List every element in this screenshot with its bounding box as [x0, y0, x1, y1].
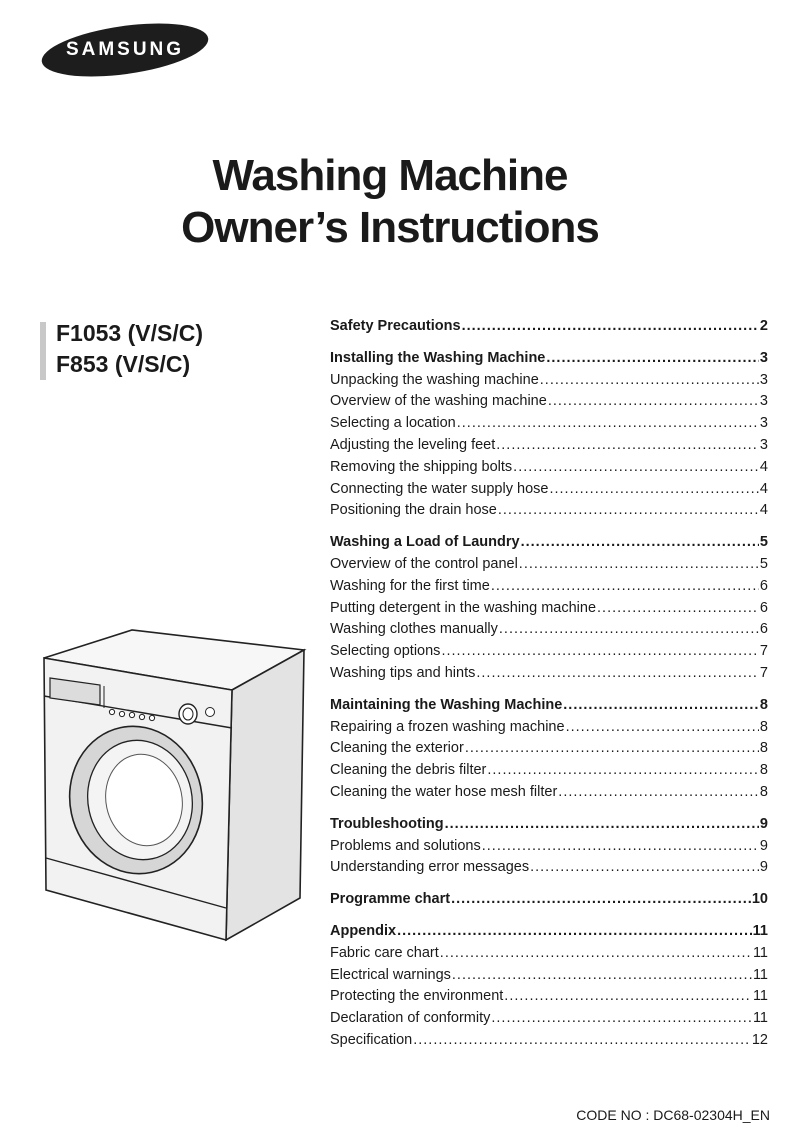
- toc-leader-dots: [530, 859, 759, 875]
- toc-leader-dots: [440, 945, 752, 961]
- toc-leader-dots: [519, 556, 759, 572]
- toc-title: Installing the Washing Machine: [330, 349, 546, 366]
- toc-page-number: 5: [759, 555, 768, 572]
- toc-spacer: [330, 881, 768, 891]
- toc-page-number: 10: [751, 891, 768, 908]
- toc-leader-dots: [413, 1032, 751, 1048]
- toc-entry: [330, 784, 768, 806]
- toc-page-number: 7: [759, 643, 768, 660]
- toc-title: Overview of the control panel: [330, 555, 518, 572]
- toc-title: Maintaining the Washing Machine: [330, 696, 563, 713]
- toc-page-number: 3: [759, 393, 768, 410]
- toc-entry: [330, 1032, 768, 1054]
- toc-page-number: 4: [759, 480, 768, 497]
- toc-entry: [330, 600, 768, 622]
- toc-title: Protecting the environment: [330, 988, 504, 1005]
- toc-entry: [330, 437, 768, 459]
- toc-entry: [330, 740, 768, 762]
- toc-entry: [330, 719, 768, 741]
- toc-entry: [330, 838, 768, 860]
- toc-entry: [330, 643, 768, 665]
- toc-page-number: 9: [759, 815, 768, 832]
- toc-entry: [330, 393, 768, 415]
- toc-section-heading: [330, 816, 768, 838]
- toc-entry: [330, 1010, 768, 1032]
- toc-page-number: 11: [752, 966, 768, 983]
- title-line-2: Owner’s Instructions: [181, 203, 599, 252]
- model-name: F1053 (V/S/C): [56, 320, 203, 346]
- toc-section-heading: [330, 923, 768, 945]
- toc-leader-dots: [548, 393, 759, 409]
- toc-page-number: 6: [759, 621, 768, 638]
- toc-page-number: 8: [759, 783, 768, 800]
- toc-title: Cleaning the debris filter: [330, 762, 487, 779]
- toc-entry: [330, 762, 768, 784]
- toc-page-number: 3: [759, 415, 768, 432]
- toc-page-number: 11: [752, 1010, 768, 1027]
- toc-title: Electrical warnings: [330, 966, 451, 983]
- toc-page-number: 7: [759, 664, 768, 681]
- toc-entry: [330, 481, 768, 503]
- toc-title: Cleaning the exterior: [330, 740, 464, 757]
- toc-title: Selecting a location: [330, 415, 456, 432]
- toc-leader-dots: [462, 318, 759, 334]
- code-number: CODE NO : DC68-02304H_EN: [576, 1107, 770, 1123]
- toc-page-number: 12: [751, 1031, 768, 1048]
- toc-leader-dots: [457, 415, 759, 431]
- toc-section-heading: [330, 534, 768, 556]
- toc-leader-dots: [540, 372, 759, 388]
- toc-entry: [330, 967, 768, 989]
- toc-page-number: 8: [759, 696, 768, 713]
- toc-spacer: [330, 913, 768, 923]
- toc-title: Overview of the washing machine: [330, 393, 547, 410]
- model-list: [56, 318, 203, 380]
- toc-leader-dots: [513, 459, 759, 475]
- toc-page-number: 9: [759, 859, 768, 876]
- toc-leader-dots: [498, 502, 759, 518]
- toc-title: Connecting the water supply hose: [330, 480, 549, 497]
- toc-page-number: 4: [759, 502, 768, 519]
- toc-title: Safety Precautions: [330, 318, 461, 334]
- toc-title: Programme chart: [330, 891, 451, 908]
- toc-section-heading: [330, 697, 768, 719]
- table-of-contents: [330, 318, 768, 1054]
- toc-title: Washing for the first time: [330, 577, 490, 594]
- toc-leader-dots: [566, 719, 759, 735]
- toc-title: Washing a Load of Laundry: [330, 534, 520, 551]
- toc-entry: [330, 415, 768, 437]
- toc-entry: [330, 372, 768, 394]
- toc-page-number: 5: [759, 534, 768, 551]
- toc-title: Understanding error messages: [330, 859, 530, 876]
- toc-entry: [330, 556, 768, 578]
- toc-spacer: [330, 806, 768, 816]
- toc-leader-dots: [499, 621, 759, 637]
- model-accent-bar: [40, 322, 46, 380]
- washing-machine-icon: [36, 628, 308, 958]
- toc-page-number: 8: [759, 740, 768, 757]
- toc-leader-dots: [452, 967, 752, 983]
- toc-spacer: [330, 687, 768, 697]
- toc-page-number: 3: [759, 371, 768, 388]
- toc-title: Positioning the drain hose: [330, 502, 497, 519]
- toc-title: Unpacking the washing machine: [330, 371, 539, 388]
- toc-leader-dots: [445, 816, 759, 832]
- toc-leader-dots: [491, 1010, 752, 1026]
- toc-section-heading: [330, 891, 768, 913]
- samsung-logo: [40, 22, 210, 78]
- toc-leader-dots: [597, 600, 759, 616]
- toc-title: Putting detergent in the washing machine: [330, 599, 597, 616]
- toc-entry: [330, 945, 768, 967]
- toc-title: Specification: [330, 1031, 413, 1048]
- toc-leader-dots: [504, 988, 752, 1004]
- toc-title: Adjusting the leveling feet: [330, 436, 496, 453]
- toc-page-number: 8: [759, 718, 768, 735]
- toc-entry: [330, 459, 768, 481]
- toc-page-number: 4: [759, 458, 768, 475]
- toc-title: Removing the shipping bolts: [330, 458, 513, 475]
- title-line-1: Washing Machine: [212, 151, 568, 200]
- toc-page-number: 3: [759, 436, 768, 453]
- toc-leader-dots: [487, 762, 759, 778]
- toc-title: Appendix: [330, 922, 397, 939]
- toc-leader-dots: [496, 437, 759, 453]
- toc-title: Problems and solutions: [330, 837, 481, 854]
- toc-leader-dots: [549, 481, 758, 497]
- toc-page-number: 2: [759, 318, 768, 334]
- toc-section-heading: [330, 350, 768, 372]
- toc-title: Washing tips and hints: [330, 664, 476, 681]
- toc-leader-dots: [397, 923, 752, 939]
- toc-page-number: 9: [759, 837, 768, 854]
- model-name: F853 (V/S/C): [56, 351, 191, 377]
- toc-leader-dots: [465, 740, 759, 756]
- toc-leader-dots: [558, 784, 759, 800]
- toc-spacer: [330, 524, 768, 534]
- toc-leader-dots: [546, 350, 759, 366]
- toc-leader-dots: [482, 838, 759, 854]
- toc-page-number: 11: [752, 988, 768, 1005]
- toc-entry: [330, 859, 768, 881]
- toc-page-number: 11: [752, 922, 768, 939]
- toc-section-heading: [330, 318, 768, 340]
- toc-title: Declaration of conformity: [330, 1010, 491, 1027]
- page-title: [0, 150, 780, 254]
- logo-text: SAMSUNG: [65, 39, 185, 60]
- toc-entry: [330, 621, 768, 643]
- toc-entry: [330, 988, 768, 1010]
- toc-page-number: 8: [759, 762, 768, 779]
- toc-spacer: [330, 340, 768, 350]
- toc-leader-dots: [491, 578, 759, 594]
- toc-entry: [330, 502, 768, 524]
- toc-title: Washing clothes manually: [330, 621, 498, 638]
- toc-title: Troubleshooting: [330, 815, 444, 832]
- toc-leader-dots: [451, 891, 751, 907]
- toc-leader-dots: [476, 665, 759, 681]
- toc-title: Fabric care chart: [330, 944, 439, 961]
- toc-page-number: 6: [759, 577, 768, 594]
- toc-page-number: 11: [752, 944, 768, 961]
- toc-page-number: 6: [759, 599, 768, 616]
- toc-title: Repairing a frozen washing machine: [330, 718, 565, 735]
- toc-title: Selecting options: [330, 643, 441, 660]
- toc-leader-dots: [441, 643, 758, 659]
- toc-title: Cleaning the water hose mesh filter: [330, 783, 558, 800]
- toc-entry: [330, 578, 768, 600]
- toc-page-number: 3: [759, 349, 768, 366]
- washing-machine-illustration: [36, 628, 308, 963]
- toc-leader-dots: [563, 697, 759, 713]
- toc-entry: [330, 665, 768, 687]
- toc-leader-dots: [521, 534, 759, 550]
